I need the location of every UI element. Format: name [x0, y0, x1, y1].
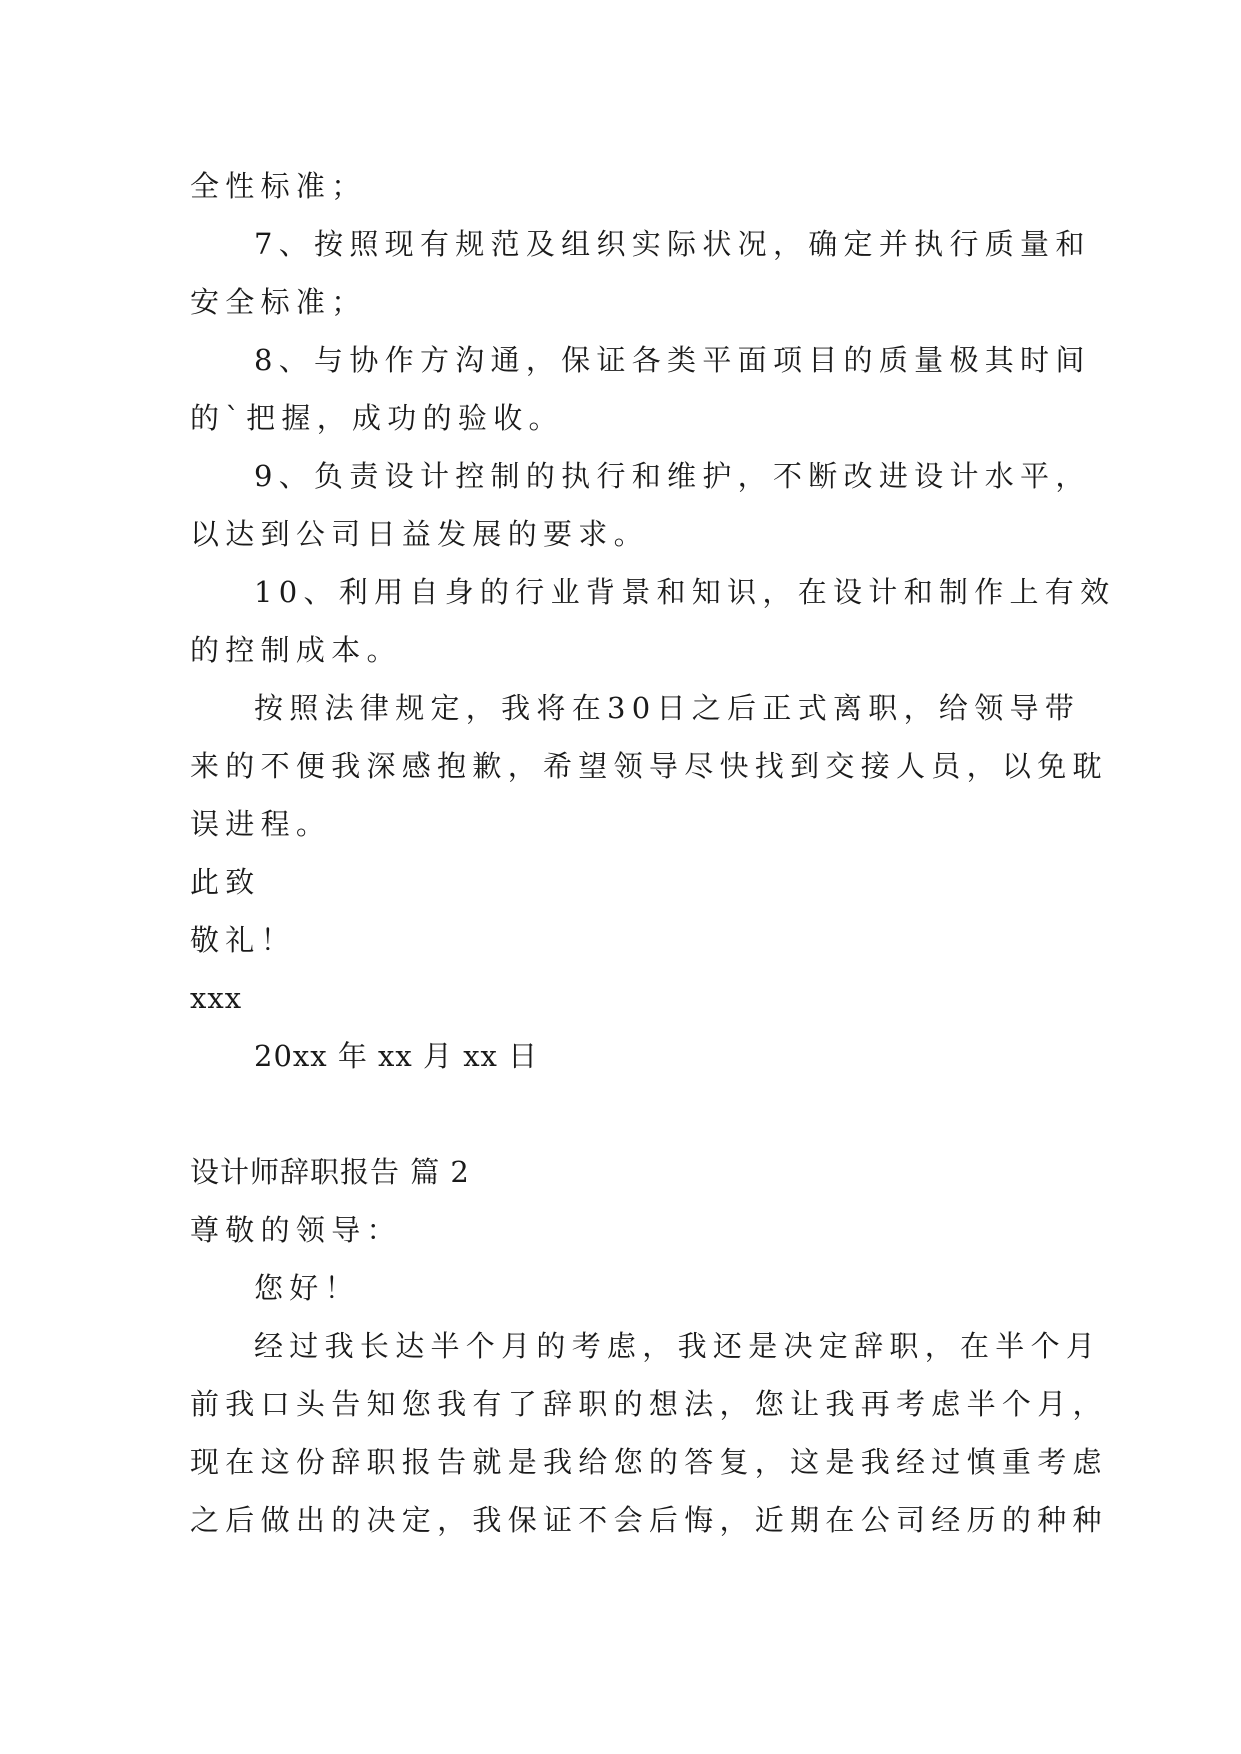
list-item-9: 9、负责设计控制的执行和维护，不断改进设计水平， — [254, 459, 1091, 493]
closing-line: 此致 — [190, 865, 261, 899]
list-item-10: 10、利用自身的行业背景和知识，在设计和制作上有效 — [254, 575, 1116, 609]
paragraph-line: 误进程。 — [190, 807, 332, 841]
signature-date: 20xx 年 xx 月 xx 日 — [254, 1039, 539, 1073]
section-title: 设计师辞职报告 篇 2 — [190, 1155, 470, 1189]
signature-name: xxx — [190, 981, 243, 1015]
text-line: 的`把握，成功的验收。 — [190, 401, 564, 435]
paragraph-line: 来的不便我深感抱歉，希望领导尽快找到交接人员，以免耽 — [190, 749, 1108, 783]
paragraph-line: 经过我长达半个月的考虑，我还是决定辞职，在半个月 — [254, 1329, 1102, 1363]
greeting-line: 您好！ — [254, 1271, 360, 1305]
paragraph-line: 按照法律规定，我将在30日之后正式离职，给领导带 — [254, 691, 1081, 725]
text-line: 以达到公司日益发展的要求。 — [190, 517, 649, 551]
list-item-7: 7、按照现有规范及组织实际状况，确定并执行质量和 — [254, 227, 1091, 261]
list-item-8: 8、与协作方沟通，保证各类平面项目的质量极其时间 — [254, 343, 1091, 377]
text-line: 全性标准； — [190, 169, 367, 203]
paragraph-line: 现在这份辞职报告就是我给您的答复，这是我经过慎重考虑 — [190, 1445, 1108, 1479]
paragraph-line: 前我口头告知您我有了辞职的想法，您让我再考虑半个月， — [190, 1387, 1108, 1421]
paragraph-line: 之后做出的决定，我保证不会后悔，近期在公司经历的种种 — [190, 1503, 1108, 1537]
salutation-line: 敬礼！ — [190, 923, 296, 957]
text-line: 的控制成本。 — [190, 633, 402, 667]
greeting-line: 尊敬的领导： — [190, 1213, 402, 1247]
text-line: 安全标准； — [190, 285, 367, 319]
